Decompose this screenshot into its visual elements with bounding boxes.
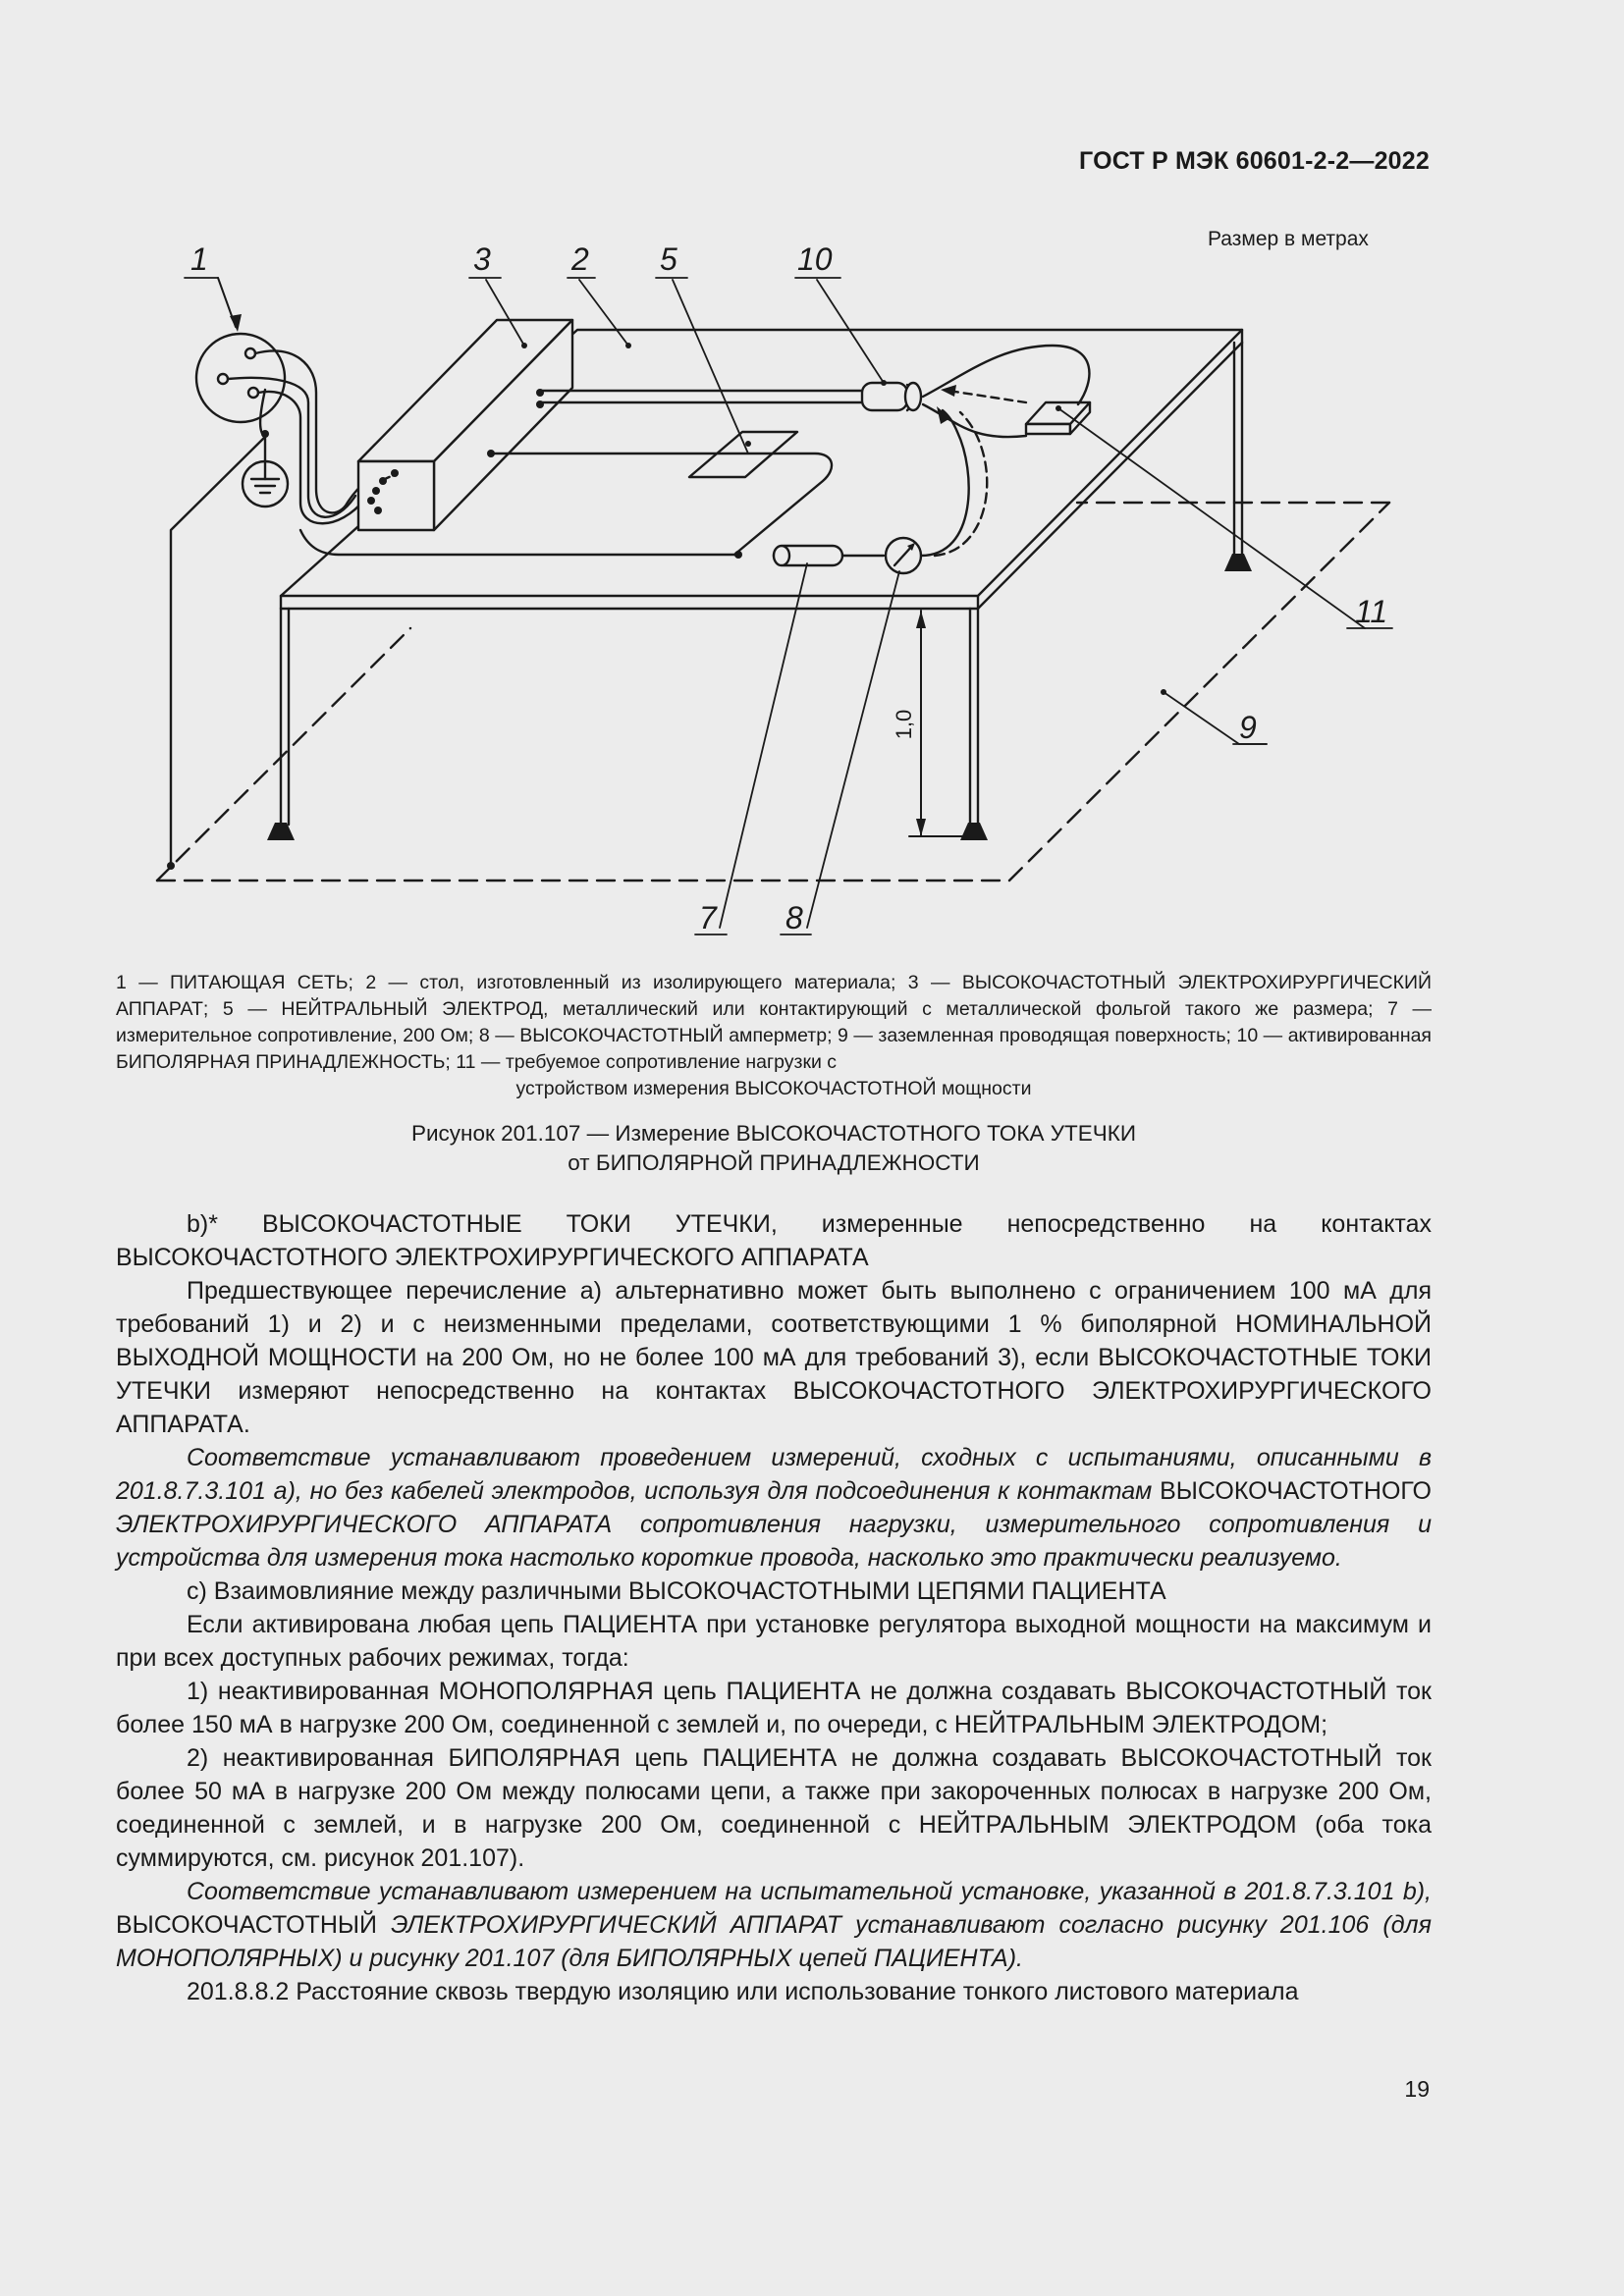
height-dimension (909, 611, 978, 836)
label-10: 10 (797, 241, 833, 277)
paragraph-item-2: 2) неактивированная БИПОЛЯРНАЯ цепь ПАЦИЕНТА не должна создавать ВЫСОКОЧАСТОТНЫЙ ток более 50 мА в нагрузке 200 Ом между полюсами цепи, а также при закороченных полюсах в нагрузке 200 Ом, соединенной с землей, и в нагрузке 200 Ом, соединенной с НЕЙТРАЛЬНЫМ ЭЛЕКТРОДОМ (оба тока суммируются, см. рисунок 201.107). (116, 1744, 1432, 1872)
compliance-1-part-a: Соответствие устанавливают проведением измерений, сходных с испытаниями, описанными в 201.8.7.3.101 a), но без кабелей электродов, используя для подсоединения к контактам (116, 1444, 1432, 1505)
figure-legend (116, 970, 1432, 1102)
paragraph-c: c) Взаимовлияние между различными ВЫСОКОЧАСТОТНЫМИ ЦЕПЯМИ ПАЦИЕНТА (187, 1577, 1166, 1605)
legend-text-end: устройством измерения ВЫСОКОЧАСТОТНОЙ мощности (515, 1078, 1032, 1099)
compliance-1-part-b: ВЫСОКОЧАСТОТНОГО (1160, 1477, 1432, 1505)
label-2: 2 (571, 241, 589, 277)
legend-text: 1 — ПИТАЮЩАЯ СЕТЬ; 2 — стол, изготовленный из изолирующего материала; 3 — ВЫСОКОЧАСТОТНЫЙ ЭЛЕКТРОХИРУРГИЧЕСКИЙ АППАРАТ; 5 — НЕЙТРАЛЬНЫЙ ЭЛЕКТРОД, металлический или контактирующий с металлической фольгой такого же размера; 7 — измерительное сопротивление, 200 Ом; 8 — ВЫСОКОЧАСТОТНЫЙ амперметр; 9 — заземленная проводящая поверхность; 10 — активированная БИПОЛЯРНАЯ ПРИНАДЛЕЖНОСТЬ; 11 — требуемое сопротивление нагрузки с (116, 972, 1432, 1073)
body-text (116, 1207, 1432, 2008)
paragraph-item-1: 1) неактивированная МОНОПОЛЯРНАЯ цепь ПАЦИЕНТА не должна создавать ВЫСОКОЧАСТОТНЫЙ ток более 150 мА в нагрузке 200 Ом, соединенной с землей и, по очереди, с НЕЙТРАЛЬНЫМ ЭЛЕКТРОДОМ; (116, 1678, 1432, 1738)
test-setup-diagram (0, 0, 1624, 972)
label-8: 8 (785, 900, 803, 935)
label-5: 5 (660, 241, 677, 277)
paragraph-alternative: Предшествующее перечисление a) альтернативно может быть выполнено с ограничением 100 мА для требований 1) и 2) и с неизменными пределами, соответствующими 1 % биполярной НОМИНАЛЬНОЙ ВЫХОДНОЙ МОЩНОСТИ на 200 Ом, но не более 100 мА для требований 3), если ВЫСОКОЧАСТОТНЫЕ ТОКИ УТЕЧКИ измеряют непосредственно на контактах ВЫСОКОЧАСТОТНОГО ЭЛЕКТРОХИРУРГИЧЕСКОГО АППАРАТА. (116, 1277, 1432, 1438)
size-note: Размер в метрах (1208, 228, 1369, 250)
label-7: 7 (699, 900, 717, 935)
caption-line-1: Рисунок 201.107 — Измерение ВЫСОКОЧАСТОТНОГО ТОКА УТЕЧКИ (410, 1121, 1137, 1146)
paragraph-compliance-2 (116, 1875, 1432, 1975)
paragraph-b: b)* ВЫСОКОЧАСТОТНЫЕ ТОКИ УТЕЧКИ, измеренные непосредственно на контактах ВЫСОКОЧАСТОТНОГО ЭЛЕКТРОХИРУРГИЧЕСКОГО АППАРАТА (116, 1210, 1432, 1271)
figure-caption (116, 1119, 1432, 1178)
standard-header: ГОСТ Р МЭК 60601-2-2—2022 (1079, 147, 1430, 175)
compliance-2-part-c: ЭЛЕКТРОХИРУРГИЧЕСКИЙ АППАРАТ устанавливают согласно рисунку 201.106 (для МОНОПОЛЯРНЫХ) и рисунку 201.107 (для БИПОЛЯРНЫХ цепей ПАЦИЕНТА). (116, 1911, 1432, 1972)
hf-ammeter (886, 538, 921, 573)
page-number: 19 (1404, 2076, 1430, 2102)
paragraph-condition: Если активирована любая цепь ПАЦИЕНТА при установке регулятора выходной мощности на максимум и при всех доступных рабочих режимах, тогда: (116, 1611, 1432, 1672)
paragraph-compliance-1 (116, 1441, 1432, 1575)
ground-symbol (243, 437, 288, 507)
label-3: 3 (473, 241, 491, 277)
figure-201-107 (0, 0, 1624, 972)
compliance-1-part-c: ЭЛЕКТРОХИРУРГИЧЕСКОГО АППАРАТА сопротивления нагрузки, измерительного сопротивления и устройства для измерения тока настолько короткие провода, насколько это практически реализуемо. (116, 1511, 1432, 1572)
section-heading-201-8-8-2: 201.8.8.2 Расстояние сквозь твердую изоляцию или использование тонкого листового материала (187, 1978, 1299, 2005)
compliance-2-part-a: Соответствие устанавливают измерением на испытательной установке, указанной в 201.8.7.3.101 b), (187, 1878, 1432, 1905)
measuring-resistor (774, 546, 842, 565)
bipolar-accessory (862, 383, 921, 410)
label-11: 11 (1355, 594, 1388, 629)
caption-line-2: от БИПОЛЯРНОЙ ПРИНАДЛЕЖНОСТИ (568, 1150, 980, 1175)
compliance-2-part-b: ВЫСОКОЧАСТОТНЫЙ (116, 1911, 377, 1939)
label-9: 9 (1239, 710, 1257, 745)
height-dimension-value: 1,0 (892, 709, 916, 740)
label-1: 1 (190, 241, 208, 277)
